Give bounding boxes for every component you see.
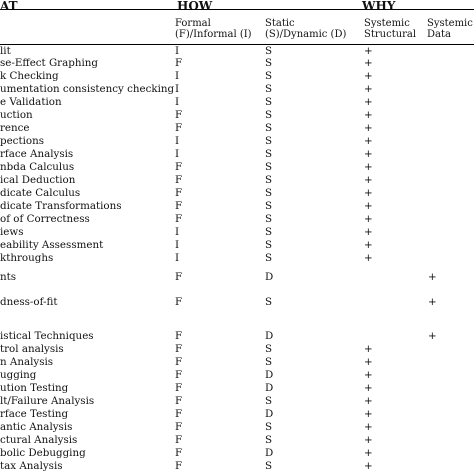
header-what: AT [0,0,18,13]
formal-informal-value: F [175,369,183,381]
technique-name: lt/Failure Analysis [0,395,95,407]
static-dynamic-value: S [265,122,273,134]
systemic-structural-mark: + [364,174,373,186]
systemic-structural-mark: + [364,161,373,173]
formal-informal-value: F [175,447,183,459]
systemic-structural-mark: + [364,109,373,121]
static-dynamic-value: S [265,83,273,95]
formal-informal-value: F [175,174,183,186]
static-dynamic-value: D [265,330,274,342]
table-row [0,434,474,446]
systemic-structural-mark: + [364,200,373,212]
table-row [0,226,474,238]
table-row [0,161,474,173]
table-row [0,83,474,95]
static-dynamic-value: S [265,460,273,472]
technique-name: ctural Analysis [0,434,78,446]
technique-name: umentation consistency checking [0,83,175,95]
header-why: WHY [362,0,396,13]
static-dynamic-value: S [265,135,273,147]
systemic-structural-mark: + [364,421,373,433]
formal-informal-value: I [175,252,180,264]
table-row [0,45,474,57]
static-dynamic-value: S [265,200,273,212]
systemic-structural-mark: + [364,447,373,459]
static-dynamic-value: S [265,252,273,264]
static-dynamic-value: S [265,187,273,199]
systemic-structural-mark: + [364,395,373,407]
static-dynamic-value: S [265,343,273,355]
formal-informal-value: F [175,187,183,199]
technique-name: iews [0,226,24,238]
systemic-structural-mark: + [364,96,373,108]
table-row [0,239,474,251]
table-row [0,122,474,134]
technique-name: nbda Calculus [0,161,75,173]
formal-informal-value: F [175,343,183,355]
static-dynamic-value: S [265,161,273,173]
formal-informal-value: F [175,408,183,420]
technique-name: e Validation [0,96,62,108]
static-dynamic-value: S [265,395,273,407]
formal-informal-value: I [175,45,180,57]
static-dynamic-value: D [265,447,274,459]
table-row [0,70,474,82]
header-how: HOW [177,0,213,13]
table-row [0,187,474,199]
systemic-structural-mark: + [364,356,373,368]
static-dynamic-value: S [265,356,273,368]
systemic-structural-mark: + [364,252,373,264]
table-row [0,296,474,308]
technique-name: ution Testing [0,382,69,394]
table-row [0,213,474,225]
static-dynamic-value: S [265,70,273,82]
formal-informal-value: I [175,135,180,147]
formal-informal-value: F [175,434,183,446]
static-dynamic-value: D [265,369,274,381]
subheader-systemic-data: Systemic Data [427,18,473,40]
table-row [0,447,474,459]
static-dynamic-value: D [265,408,274,420]
static-dynamic-value: S [265,109,273,121]
systemic-structural-mark: + [364,434,373,446]
formal-informal-value: I [175,239,180,251]
table-row [0,343,474,355]
technique-name: nts [0,271,17,283]
static-dynamic-value: D [265,382,274,394]
why-rule [360,9,474,10]
formal-informal-value: F [175,109,183,121]
systemic-structural-mark: + [364,460,373,472]
technique-name: dness-of-fit [0,296,58,308]
systemic-structural-mark: + [364,83,373,95]
table-row [0,109,474,121]
static-dynamic-value: S [265,421,273,433]
technique-name: tax Analysis [0,460,63,472]
technique-name: bolic Debugging [0,447,86,459]
static-dynamic-value: S [265,57,273,69]
systemic-structural-mark: + [364,382,373,394]
static-dynamic-value: S [265,296,273,308]
technique-name: istical Techniques [0,330,94,342]
technique-name: pections [0,135,44,147]
table-row [0,252,474,264]
subheader-static: Static (S)/Dynamic (D) [265,18,347,40]
table-row [0,356,474,368]
static-dynamic-value: S [265,213,273,225]
static-dynamic-value: S [265,174,273,186]
formal-informal-value: F [175,200,183,212]
static-dynamic-value: S [265,148,273,160]
systemic-data-mark: + [428,271,437,283]
table-row [0,395,474,407]
table-row [0,421,474,433]
technique-name: dicate Transformations [0,200,122,212]
table-row [0,135,474,147]
technique-name: lit [0,45,11,57]
formal-informal-value: F [175,460,183,472]
table-row [0,174,474,186]
technique-name: n Analysis [0,356,54,368]
subheader-formal: Formal (F)/Informal (I) [175,18,252,40]
formal-informal-value: I [175,70,180,82]
formal-informal-value: F [175,57,183,69]
table-row [0,271,474,283]
technique-name: antic Analysis [0,421,73,433]
technique-name: trol analysis [0,343,64,355]
systemic-structural-mark: + [364,369,373,381]
formal-informal-value: F [175,421,183,433]
technique-name: kthroughs [0,252,54,264]
formal-informal-value: I [175,96,180,108]
systemic-structural-mark: + [364,239,373,251]
table-row [0,148,474,160]
systemic-structural-mark: + [364,148,373,160]
systemic-structural-mark: + [364,343,373,355]
static-dynamic-value: S [265,434,273,446]
technique-name: eability Assessment [0,239,104,251]
systemic-structural-mark: + [364,408,373,420]
formal-informal-value: I [175,148,180,160]
systemic-structural-mark: + [364,213,373,225]
technique-name: uction [0,109,33,121]
table-row [0,369,474,381]
formal-informal-value: F [175,395,183,407]
systemic-data-mark: + [428,296,437,308]
table-row [0,200,474,212]
technique-name: k Checking [0,70,59,82]
formal-informal-value: I [175,226,180,238]
technique-name: rence [0,122,30,134]
table-row [0,382,474,394]
systemic-structural-mark: + [364,45,373,57]
table-row [0,96,474,108]
formal-informal-value: F [175,356,183,368]
technique-name: rface Analysis [0,148,74,160]
table-row [0,408,474,420]
formal-informal-value: F [175,382,183,394]
systemic-structural-mark: + [364,122,373,134]
formal-informal-value: F [175,330,183,342]
technique-name: ical Deduction [0,174,76,186]
static-dynamic-value: D [265,271,274,283]
table-row [0,330,474,342]
systemic-data-mark: + [428,330,437,342]
systemic-structural-mark: + [364,70,373,82]
how-rule [172,9,347,10]
systemic-structural-mark: + [364,57,373,69]
systemic-structural-mark: + [364,226,373,238]
static-dynamic-value: S [265,226,273,238]
static-dynamic-value: S [265,45,273,57]
formal-informal-value: F [175,271,183,283]
static-dynamic-value: S [265,239,273,251]
technique-name: ugging [0,369,37,381]
systemic-structural-mark: + [364,135,373,147]
table-row [0,57,474,69]
systemic-structural-mark: + [364,187,373,199]
static-dynamic-value: S [265,96,273,108]
table-row [0,460,474,472]
technique-name: se-Effect Graphing [0,57,98,69]
technique-name: dicate Calculus [0,187,81,199]
formal-informal-value: F [175,122,183,134]
formal-informal-value: F [175,296,183,308]
subheader-systemic-structural: Systemic Structural [364,18,417,40]
formal-informal-value: F [175,161,183,173]
technique-name: rface Testing [0,408,69,420]
formal-informal-value: F [175,213,183,225]
formal-informal-value: I [175,83,180,95]
technique-name: of of Correctness [0,213,90,225]
